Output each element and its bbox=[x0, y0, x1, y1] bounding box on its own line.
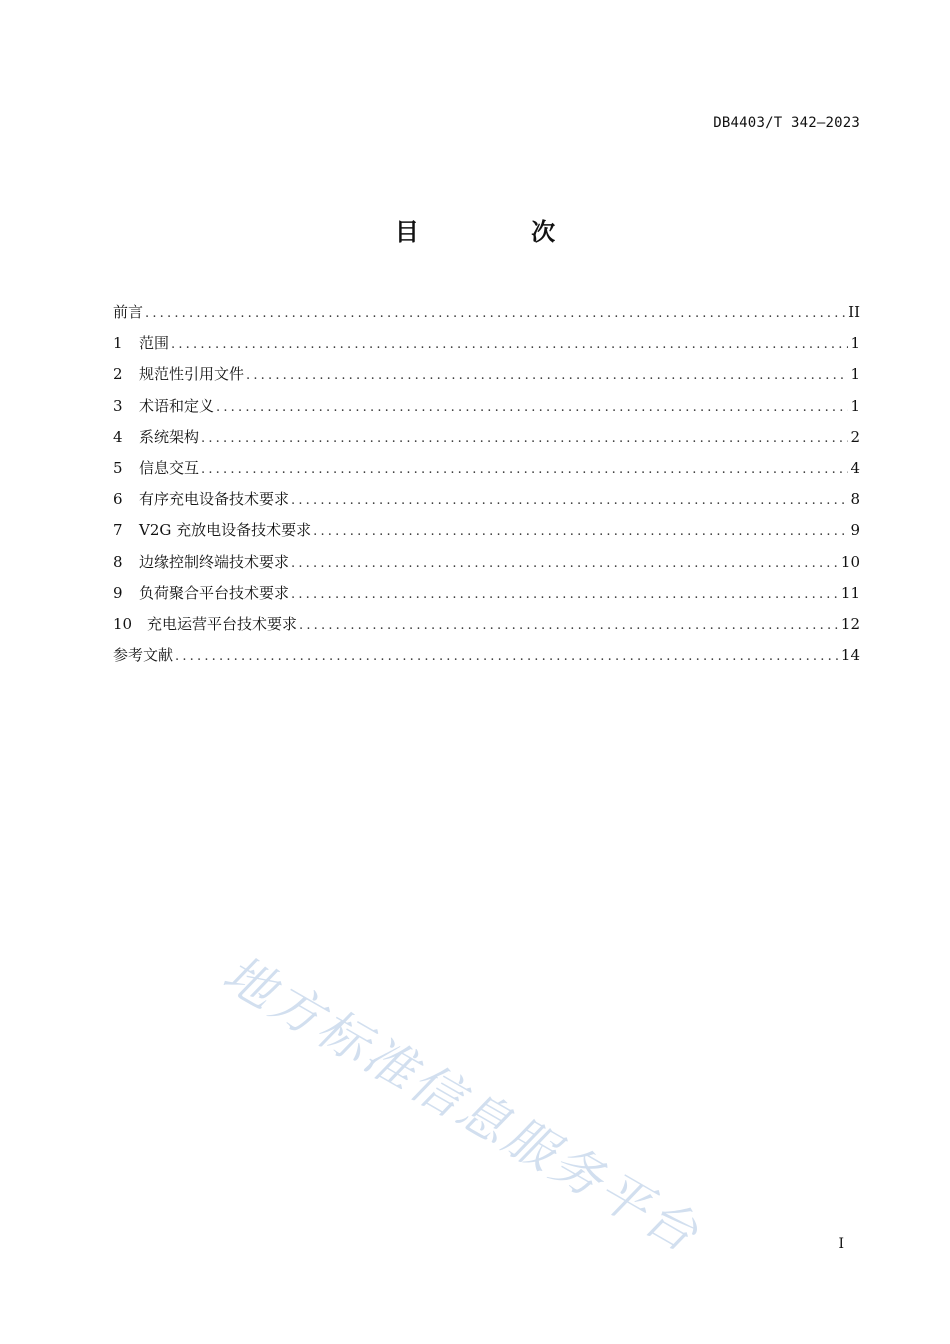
toc-entry-page: 11 bbox=[840, 583, 860, 602]
toc-entry-number: 9 bbox=[113, 583, 123, 602]
toc-entry-7[interactable] bbox=[113, 518, 860, 549]
toc-entry-number: 3 bbox=[113, 396, 123, 415]
toc-entry-page: 1 bbox=[850, 396, 860, 415]
toc-entry-2[interactable] bbox=[113, 362, 860, 393]
toc-entry-label: 信息交互 bbox=[139, 458, 200, 477]
toc-entry-page: 14 bbox=[840, 646, 860, 665]
toc-leader-dots bbox=[299, 614, 839, 638]
toc-entry-1[interactable] bbox=[113, 331, 860, 362]
toc-entry-number: 6 bbox=[113, 490, 123, 509]
toc-entry-label: 术语和定义 bbox=[139, 396, 215, 415]
toc-leader-dots bbox=[175, 645, 839, 669]
toc-leader-dots bbox=[291, 489, 848, 513]
toc-entry-label: 规范性引用文件 bbox=[139, 365, 245, 384]
toc-leader-dots bbox=[201, 427, 848, 451]
toc-entry-label: 范围 bbox=[139, 334, 170, 353]
toc-entry-label: 参考文献 bbox=[113, 646, 174, 665]
toc-entry-number: 1 bbox=[113, 334, 123, 353]
toc-title: 目 次 bbox=[394, 218, 608, 246]
toc-entry-6[interactable] bbox=[113, 487, 860, 518]
toc-entry-page: 4 bbox=[850, 458, 860, 477]
document-code: DB4403/T 342—2023 bbox=[713, 115, 860, 131]
toc-entry-page: 2 bbox=[850, 427, 860, 446]
toc-entry-foreword[interactable] bbox=[113, 300, 860, 331]
toc-entry-label: V2G 充放电设备技术要求 bbox=[139, 521, 312, 540]
toc-entry-8[interactable] bbox=[113, 550, 860, 581]
toc-entry-page: 12 bbox=[840, 614, 860, 633]
toc-entry-page: 1 bbox=[850, 365, 860, 384]
toc-leader-dots bbox=[291, 583, 839, 607]
toc-entry-number: 5 bbox=[113, 458, 123, 477]
toc-entry-label: 负荷聚合平台技术要求 bbox=[139, 583, 290, 602]
watermark: 地方标准信息服务平台 bbox=[213, 944, 711, 1265]
toc-entry-5[interactable] bbox=[113, 456, 860, 487]
toc-leader-dots bbox=[246, 364, 848, 388]
toc-entry-label: 充电运营平台技术要求 bbox=[147, 614, 298, 633]
toc-entry-label: 有序充电设备技术要求 bbox=[139, 490, 290, 509]
table-of-contents bbox=[113, 300, 860, 674]
toc-entry-number: 7 bbox=[113, 521, 123, 540]
toc-entry-number: 8 bbox=[113, 552, 123, 571]
toc-entry-10[interactable] bbox=[113, 612, 860, 643]
toc-entry-page: 9 bbox=[850, 521, 860, 540]
toc-entry-number: 10 bbox=[113, 614, 133, 633]
toc-entry-number: 4 bbox=[113, 427, 123, 446]
toc-entry-label: 前言 bbox=[113, 303, 144, 321]
toc-entry-page: II bbox=[848, 303, 860, 321]
toc-entry-references[interactable] bbox=[113, 643, 860, 674]
toc-entry-page: 1 bbox=[850, 334, 860, 353]
toc-entry-page: 10 bbox=[840, 552, 860, 571]
toc-entry-label: 系统架构 bbox=[139, 427, 200, 446]
toc-entry-4[interactable] bbox=[113, 425, 860, 456]
toc-entry-9[interactable] bbox=[113, 581, 860, 612]
toc-entry-3[interactable] bbox=[113, 394, 860, 425]
toc-leader-dots bbox=[145, 302, 846, 326]
toc-entry-number: 2 bbox=[113, 365, 123, 384]
toc-leader-dots bbox=[216, 396, 848, 420]
page-number: I bbox=[838, 1236, 844, 1252]
toc-leader-dots bbox=[313, 520, 848, 544]
toc-entry-page: 8 bbox=[850, 490, 860, 509]
toc-leader-dots bbox=[291, 552, 839, 576]
toc-leader-dots bbox=[201, 458, 848, 482]
toc-entry-label: 边缘控制终端技术要求 bbox=[139, 552, 290, 571]
toc-leader-dots bbox=[171, 333, 848, 357]
